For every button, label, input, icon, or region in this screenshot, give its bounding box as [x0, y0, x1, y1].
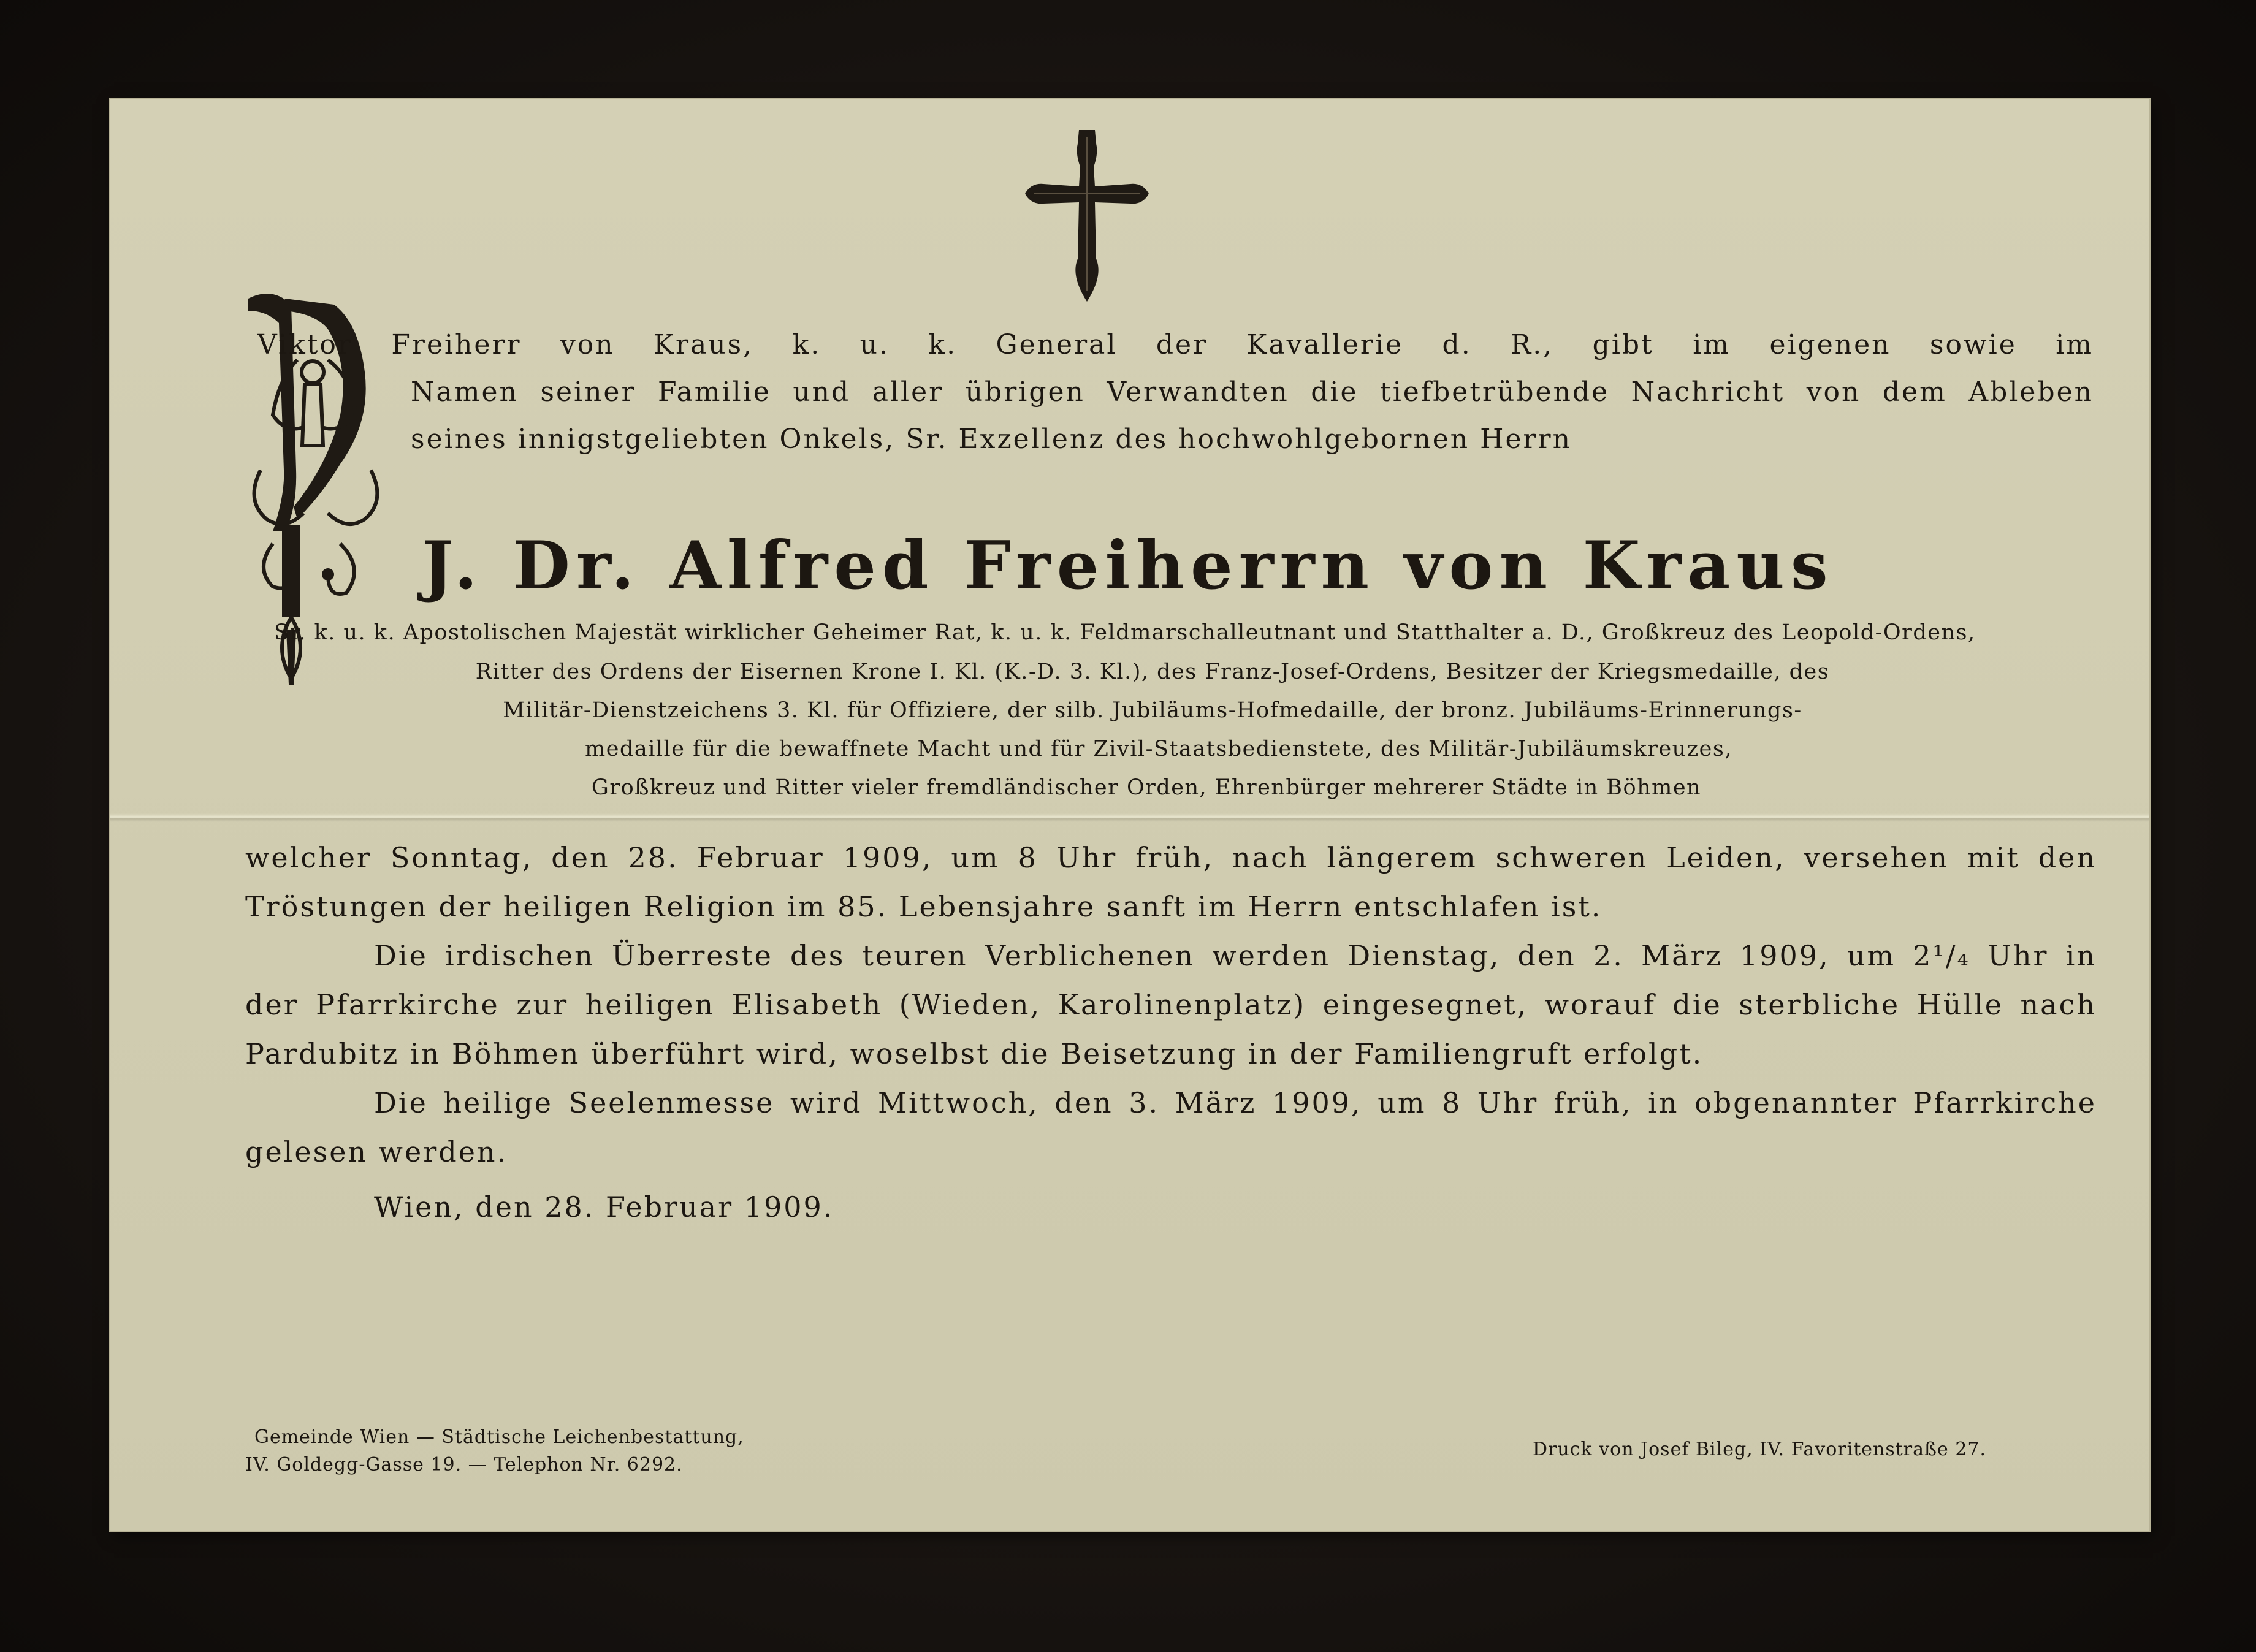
body-line-1: welcher Sonntag, den 28. Februar 1909, um 8 Uhr früh, nach längerem schweren Leiden, versehen mit den [245, 841, 2097, 874]
place-date-line: Wien, den 28. Februar 1909. [374, 1190, 834, 1224]
intro-line-3: seines innigstgeliebten Onkels, Sr. Exzellenz des hochwohlgebornen Herrn [411, 424, 1572, 455]
body-line-3: Die irdischen Überreste des teuren Verblichenen werden Dienstag, den 2. März 1909, um 2¹/₄ Uhr in [374, 939, 2097, 972]
body-line-6: Die heilige Seelenmesse wird Mittwoch, den 3. März 1909, um 8 Uhr früh, in obgenannter Pfarrkirche [374, 1086, 2097, 1119]
death-notice-card [110, 99, 2149, 1531]
title-line-3: Militär-Dienstzeichens 3. Kl. für Offiziere, der silb. Jubiläums-Hofmedaille, der bronz. Jubiläums-Erinnerungs- [503, 698, 1802, 723]
intro-line-2: Namen seiner Familie und aller übrigen Verwandten die tiefbetrübende Nachricht von dem Ableben [411, 376, 2094, 408]
footer-left-line-2: IV. Goldegg-Gasse 19. — Telephon Nr. 6292. [245, 1454, 683, 1475]
title-line-5: Großkreuz und Ritter vieler fremdländischer Orden, Ehrenbürger mehrerer Städte in Böhmen [591, 775, 1702, 800]
body-line-4: der Pfarrkirche zur heiligen Elisabeth (Wieden, Karolinenplatz) eingesegnet, worauf die sterbliche Hülle nach [245, 988, 2097, 1021]
deceased-name: J. Dr. Alfred Freiherrn von Kraus [422, 527, 1834, 604]
cross-icon [1023, 130, 1151, 302]
intro-line-1: Viktor Freiherr von Kraus, k. u. k. General der Kavallerie d. R., gibt im eigenen sowie im [257, 329, 2094, 360]
body-line-7: gelesen werden. [245, 1135, 508, 1168]
title-line-1: Sr. k. u. k. Apostolischen Majestät wirklicher Geheimer Rat, k. u. k. Feldmarschalleutnant und Statthalter a. D., Großkreuz des Leopold-Ordens, [274, 620, 1976, 645]
title-line-2: Ritter des Ordens der Eisernen Krone I. Kl. (K.-D. 3. Kl.), des Franz-Josef-Ordens, Besitzer der Kriegsmedaille, des [475, 660, 1830, 684]
body-line-2: Tröstungen der heiligen Religion im 85. Lebensjahre sanft im Herrn entschlafen ist. [245, 890, 1602, 923]
title-line-4: medaille für die bewaffnete Macht und für Zivil-Staatsbedienstete, des Militär-Jubiläumskreuzes, [585, 737, 1732, 761]
footer-printer: Druck von Josef Bileg, IV. Favoritenstraße 27. [1533, 1439, 1987, 1460]
paper-fold-crease [110, 813, 2149, 822]
footer-left-line-1: Gemeinde Wien — Städtische Leichenbestattung, [254, 1426, 744, 1448]
body-line-5: Pardubitz in Böhmen überführt wird, woselbst die Beisetzung in der Familiengruft erfolgt. [245, 1037, 1704, 1070]
